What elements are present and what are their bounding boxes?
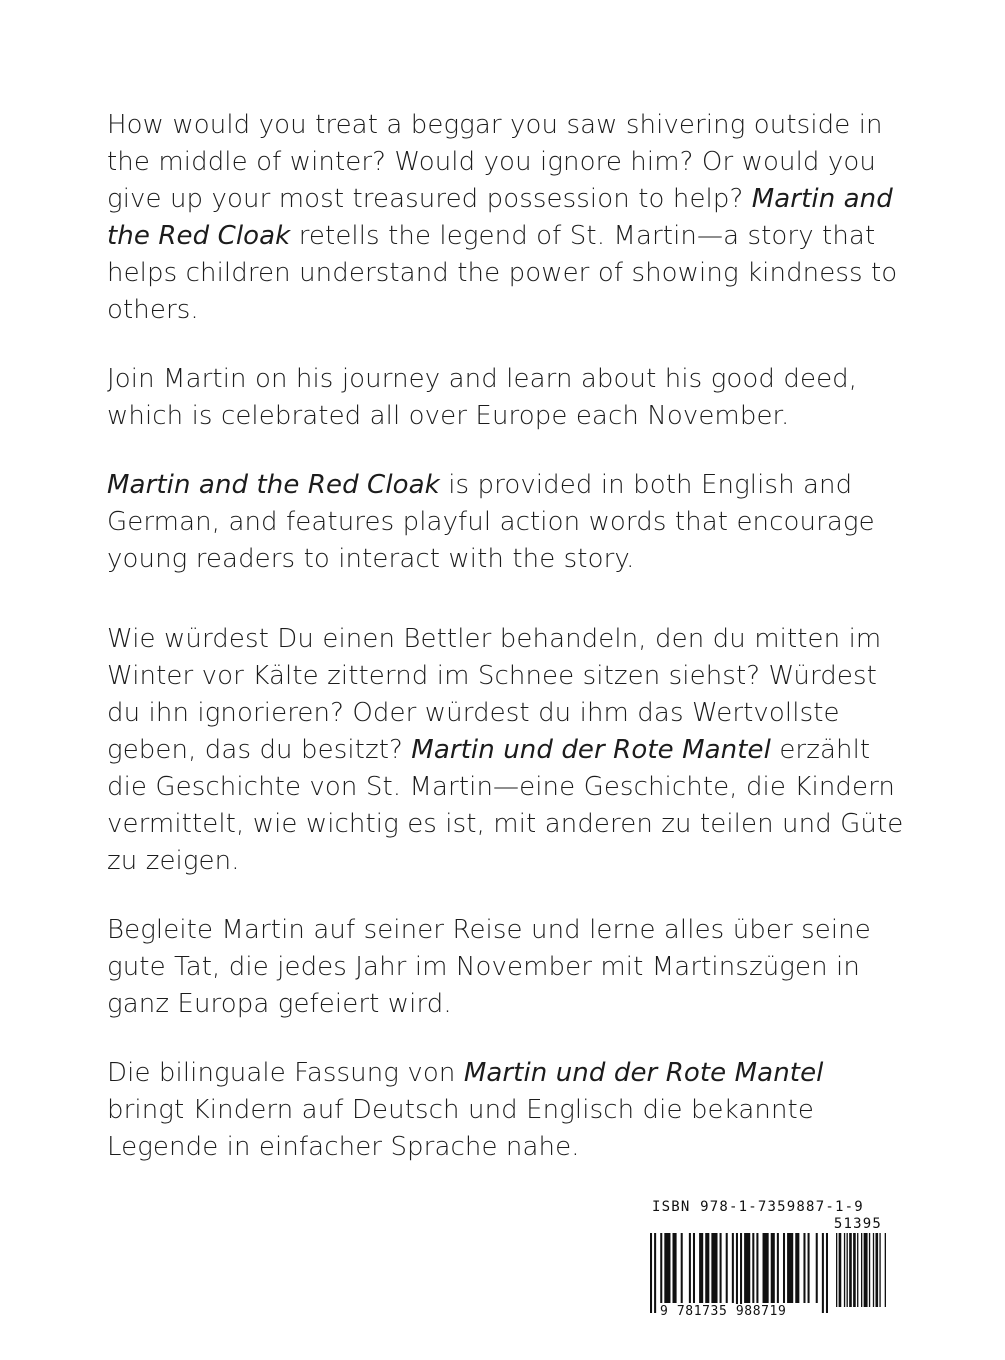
- english-book-title: Martin and the Red Cloak: [107, 184, 893, 251]
- german-p3-text-b: bringt Kindern auf Deutsch und Englisch die bekannte Legende in einfacher Sprache nahe.: [107, 1095, 814, 1162]
- german-p3-text-a: Die bilinguale Fassung von: [107, 1058, 464, 1088]
- german-p1-text-b: erzählt die Geschichte von St. Martin—eine Geschichte, die Kindern vermittelt, wie wichtig es ist, mit anderen zu teilen und Güte zu zeigen.: [107, 735, 904, 876]
- german-paragraph-3: [107, 1055, 907, 1166]
- english-paragraph-3: [107, 467, 907, 578]
- german-paragraph-2: Begleite Martin auf seiner Reise und lerne alles über seine gute Tat, die jedes Jahr im November mit Martinszügen in ganz Europa gefeiert wird.: [107, 915, 871, 1019]
- english-book-title-2: Martin and the Red Cloak: [107, 470, 440, 500]
- english-p1-text-b: retells the legend of St. Martin—a story that helps children understand the power of showing kindness to others.: [107, 221, 898, 325]
- price-code: 51395: [833, 1216, 882, 1232]
- english-p3-text-b: is provided in both English and German, and features playful action words that encourage young readers to interact with the story.: [107, 470, 875, 574]
- german-blurb: [107, 621, 907, 1198]
- german-book-title: Martin und der Rote Mantel: [411, 735, 771, 765]
- isbn-barcode: [650, 1199, 890, 1319]
- barcode-digits: 9 781735 988719: [660, 1304, 787, 1319]
- english-paragraph-2: Join Martin on his journey and learn about his good deed, which is celebrated all over Europe each November.: [107, 364, 858, 431]
- english-p1-text-a: How would you treat a beggar you saw shivering outside in the middle of winter? Would you ignore him? Or would you give up your most treasured possession to help?: [107, 110, 883, 214]
- price-barcode-bars-icon: [836, 1233, 888, 1307]
- english-blurb: [107, 107, 907, 610]
- english-paragraph-1: [107, 107, 907, 329]
- german-p1-text-a: Wie würdest Du einen Bettler behandeln, den du mitten im Winter vor Kälte zitternd im Schnee sitzen siehst? Würdest du ihn ignorieren? Oder würdest du ihm das Wertvollste geben, das du besitzt?: [107, 624, 882, 765]
- german-book-title-2: Martin und der Rote Mantel: [463, 1058, 824, 1088]
- german-paragraph-1: [107, 621, 907, 880]
- isbn-label: ISBN 978-1-7359887-1-9: [652, 1199, 864, 1215]
